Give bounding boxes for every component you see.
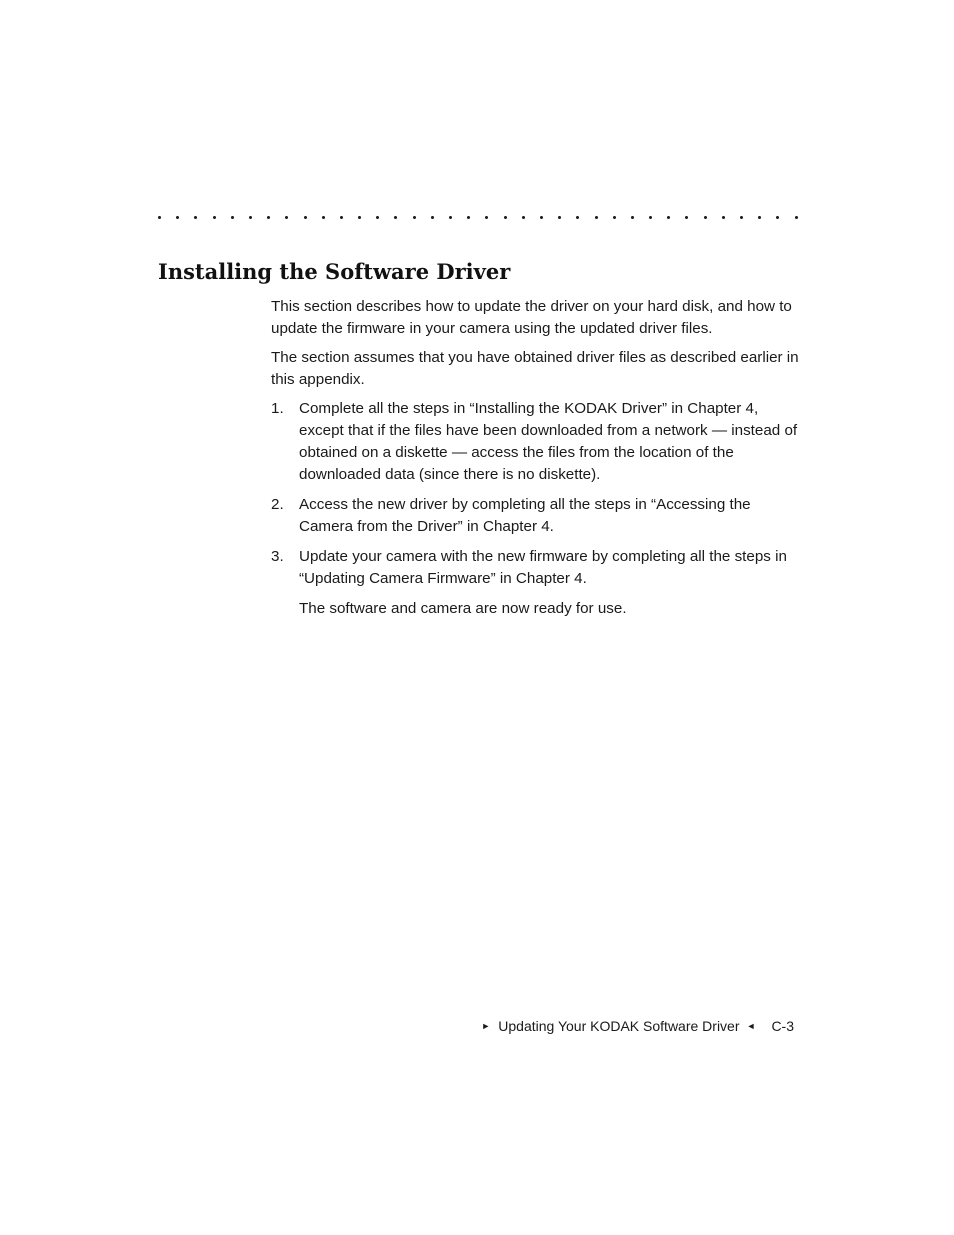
closing-paragraph: The software and camera are now ready for use. <box>299 600 627 617</box>
step-number: 1. <box>271 400 284 417</box>
step-number: 3. <box>271 548 284 565</box>
list-item <box>271 494 799 538</box>
page-number: C-3 <box>771 1018 794 1034</box>
footer-chapter-title: Updating Your KODAK Software Driver <box>498 1018 740 1034</box>
steps-list <box>271 398 799 590</box>
arrow-right-icon: ► <box>481 1021 491 1031</box>
arrow-left-icon: ◄ <box>746 1021 756 1031</box>
intro-paragraph: The section assumes that you have obtained driver files as described earlier in this appendix. <box>271 349 799 388</box>
step-text: Access the new driver by completing all the steps in “Accessing the Camera from the Driver” in Chapter 4. <box>299 496 751 535</box>
section-title: Installing the Software Driver <box>158 259 511 284</box>
list-item <box>271 398 799 486</box>
step-number: 2. <box>271 496 284 513</box>
step-text: Update your camera with the new firmware by completing all the steps in “Updating Camera Firmware” in Chapter 4. <box>299 548 787 587</box>
list-item <box>271 546 799 590</box>
dotted-rule <box>158 199 798 219</box>
page-footer <box>481 1016 794 1036</box>
intro-paragraph: This section describes how to update the driver on your hard disk, and how to update the firmware in your camera using the updated driver files. <box>271 298 792 337</box>
step-text: Complete all the steps in “Installing the KODAK Driver” in Chapter 4, except that if the files have been downloaded from a network — instead of obtained on a diskette — access the files from the location of the downloaded data (since there is no diskette). <box>299 400 798 483</box>
section-body <box>271 296 799 620</box>
